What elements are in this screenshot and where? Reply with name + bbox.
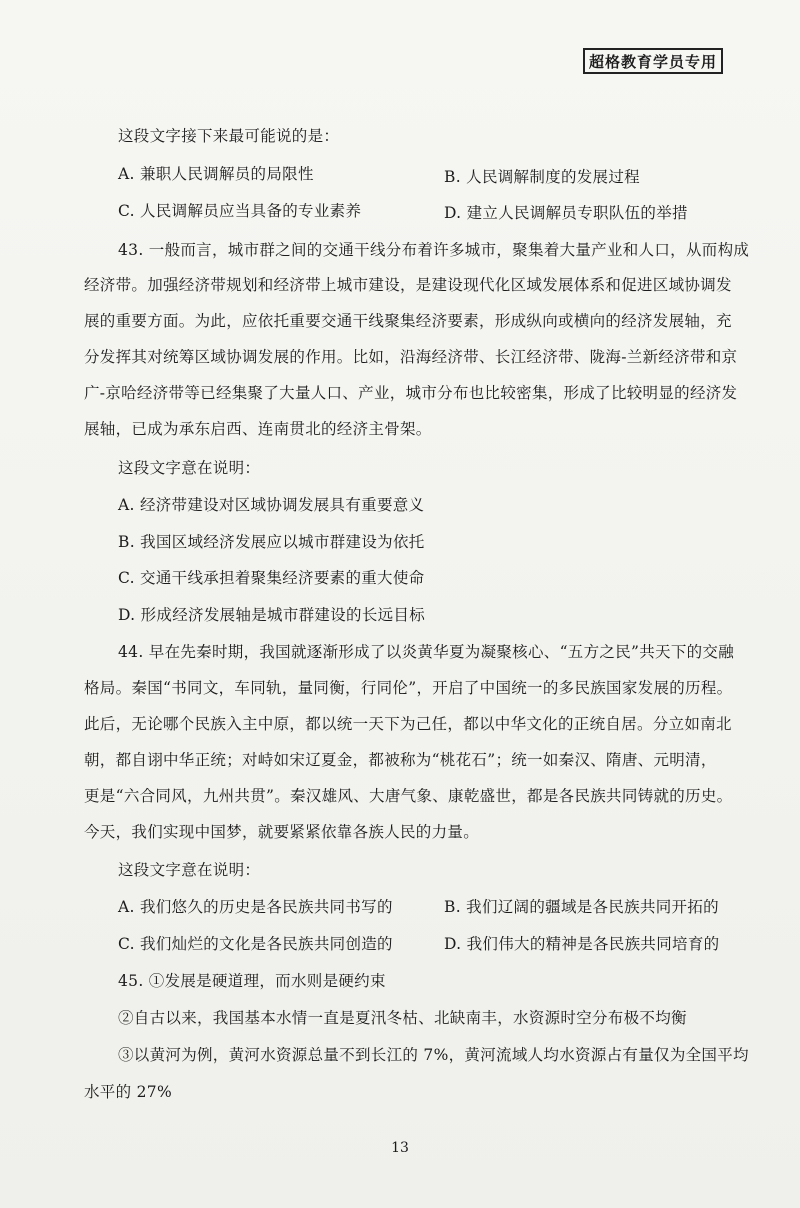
q42-option-b: B. 人民调解制度的发展过程 <box>444 168 640 186</box>
q44-passage-line: 今天，我们实现中国梦，就要紧紧依靠各族人民的力量。 <box>84 823 480 841</box>
q43-passage-line: 分发挥其对统筹区域协调发展的作用。比如，沿海经济带、长江经济带、陇海-兰新经济带和京 <box>84 348 738 366</box>
q45-item-1: 45. ①发展是硬道理，而水则是硬约束 <box>118 972 386 990</box>
q44-prompt: 这段文字意在说明： <box>118 861 261 879</box>
q44-option-c: C. 我们灿烂的文化是各民族共同创造的 <box>118 935 393 953</box>
q42-option-c: C. 人民调解员应当具备的专业素养 <box>118 202 362 220</box>
q44-passage-line: 此后，无论哪个民族入主中原，都以统一天下为己任，都以中华文化的正统自居。分立如南北 <box>84 715 732 733</box>
q42-option-d: D. 建立人民调解员专职队伍的举措 <box>444 204 688 222</box>
q44-option-d: D. 我们伟大的精神是各民族共同培育的 <box>444 935 720 953</box>
q43-prompt: 这段文字意在说明： <box>118 459 261 477</box>
q45-item-3-continuation: 水平的 27% <box>84 1083 172 1101</box>
q43-passage-line: 展的重要方面。为此，应依托重要交通干线聚集经济要素，形成纵向或横向的经济发展轴，充 <box>84 312 732 330</box>
q44-passage-line: 44. 早在先秦时期，我国就逐渐形成了以炎黄华夏为凝聚核心、“五方之民”共天下的交融 <box>118 643 735 661</box>
q43-option-c: C. 交通干线承担着聚集经济要素的重大使命 <box>118 569 425 587</box>
q44-option-b: B. 我们辽阔的疆域是各民族共同开拓的 <box>444 898 719 916</box>
q43-option-b: B. 我国区域经济发展应以城市群建设为依托 <box>118 533 425 551</box>
q44-passage-line: 更是“六合同风，九州共贯”。秦汉雄风、大唐气象、康乾盛世，都是各民族共同铸就的历史。 <box>84 787 733 805</box>
q43-option-a: A. 经济带建设对区域协调发展具有重要意义 <box>118 496 425 514</box>
q43-option-d: D. 形成经济发展轴是城市群建设的长远目标 <box>118 606 426 624</box>
q43-passage-line: 展轴，已成为承东启西、连南贯北的经济主骨架。 <box>84 420 432 438</box>
q43-passage-line: 43. 一般而言，城市群之间的交通干线分布着许多城市，聚集着大量产业和人口，从而构成 <box>118 241 750 259</box>
q45-item-3: ③以黄河为例，黄河水资源总量不到长江的 7%，黄河流域人均水资源占有量仅为全国平均 <box>118 1046 749 1064</box>
q44-passage-line: 格局。秦国“书同文，车同轨，量同衡，行同伦”，开启了中国统一的多民族国家发展的历程。 <box>84 679 733 697</box>
q43-passage-line: 广-京哈经济带等已经集聚了大量人口、产业，城市分布也比较密集，形成了比较明显的经济发 <box>84 384 738 402</box>
q44-option-a: A. 我们悠久的历史是各民族共同书写的 <box>118 898 393 916</box>
header-badge: 超格教育学员专用 <box>583 48 723 74</box>
q42-prompt: 这段文字接下来最可能说的是： <box>118 127 340 145</box>
q44-passage-line: 朝，都自诩中华正统；对峙如宋辽夏金，都被称为“桃花石”；统一如秦汉、隋唐、元明清， <box>84 751 717 769</box>
q42-option-a: A. 兼职人民调解员的局限性 <box>118 165 314 183</box>
q45-item-2: ②自古以来，我国基本水情一直是夏汛冬枯、北缺南丰，水资源时空分布极不均衡 <box>118 1009 687 1027</box>
q43-passage-line: 经济带。加强经济带规划和经济带上城市建设，是建设现代化区域发展体系和促进区域协调发 <box>84 276 732 294</box>
page-number: 13 <box>391 1140 409 1156</box>
